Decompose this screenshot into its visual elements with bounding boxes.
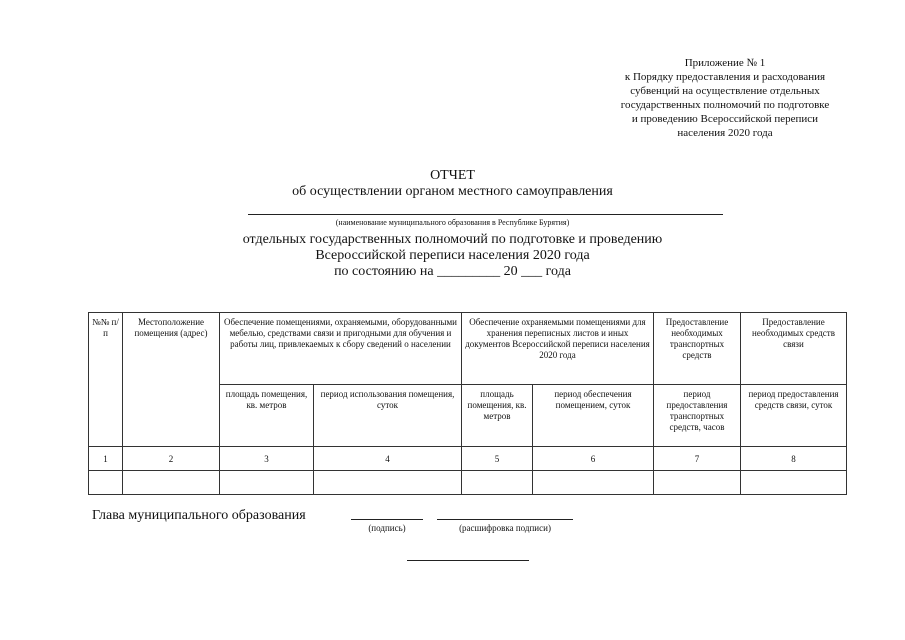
table-cell[interactable] — [89, 471, 123, 495]
column-number: 2 — [123, 447, 220, 471]
municipality-name-line — [248, 214, 723, 215]
report-title: ОТЧЕТ — [430, 168, 475, 183]
table-cell[interactable] — [533, 471, 654, 495]
subheader-comms-period: период предоставления средств связи, суток — [741, 385, 847, 447]
column-number: 1 — [89, 447, 123, 471]
table-cell[interactable] — [462, 471, 533, 495]
column-number: 4 — [314, 447, 462, 471]
signature-line[interactable] — [351, 519, 423, 520]
table-cell[interactable] — [654, 471, 741, 495]
column-number: 6 — [533, 447, 654, 471]
header-num: №№ п/п — [89, 313, 123, 447]
annex-line: к Порядку предоставления и расходования — [624, 71, 826, 83]
table-header-row — [89, 313, 847, 385]
annex-line: государственных полномочий по подготовке — [620, 99, 830, 111]
header-transport: Предоставление необходимых транспортных средств — [654, 313, 741, 385]
annex-note — [560, 56, 890, 140]
annex-line: субвенций на осуществление отдельных — [630, 85, 820, 97]
header-location: Местоположение помещения (адрес) — [123, 313, 220, 447]
header-comms: Предоставление необходимых средств связи — [741, 313, 847, 385]
signature-decode-caption: (расшифровка подписи) — [459, 523, 551, 533]
header-premises: Обеспечение помещениями, охраняемыми, оборудованными мебелью, средствами связи и пригодными для обучения и работы лиц, привлекаемых к сбору сведений о населении — [220, 313, 462, 385]
subheader-period-provide: период обеспечения помещением, суток — [533, 385, 654, 447]
annex-line: Приложение № 1 — [684, 57, 766, 69]
report-subtitle: об осуществлении органом местного самоуправления — [292, 184, 613, 199]
report-title-line3: отдельных государственных полномочий по подготовке и проведению — [242, 232, 663, 247]
report-title-line4: Всероссийской переписи населения 2020 года — [315, 248, 590, 263]
subheader-period-use: период использования помещения, суток — [314, 385, 462, 447]
municipality-name-caption: (наименование муниципального образования в Республике Бурятия) — [335, 218, 570, 227]
table-column-numbers-row — [89, 447, 847, 471]
signature-caption: (подпись) — [368, 523, 406, 533]
table-cell[interactable] — [220, 471, 314, 495]
table-cell[interactable] — [314, 471, 462, 495]
subheader-transport-period: период предоставления транспортных средств, часов — [654, 385, 741, 447]
column-number: 5 — [462, 447, 533, 471]
column-number: 8 — [741, 447, 847, 471]
column-number: 3 — [220, 447, 314, 471]
signature-decode-line[interactable] — [437, 519, 573, 520]
column-number: 7 — [654, 447, 741, 471]
annex-line: населения 2020 года — [677, 127, 773, 139]
header-storage: Обеспечение охраняемыми помещениями для хранения переписных листов и иных документов Всероссийской переписи населения 2020 года — [462, 313, 654, 385]
bottom-line — [407, 560, 529, 561]
subheader-area: площадь помещения, кв. метров — [220, 385, 314, 447]
report-table — [88, 312, 847, 495]
table-cell[interactable] — [741, 471, 847, 495]
report-date-line: по состоянию на _________ 20 ___ года — [334, 264, 571, 279]
subheader-area-storage: площадь помещения, кв. метров — [462, 385, 533, 447]
signature-label: Глава муниципального образования — [92, 508, 306, 523]
table-cell[interactable] — [123, 471, 220, 495]
table-empty-row — [89, 471, 847, 495]
annex-line: и проведению Всероссийской переписи — [631, 113, 819, 125]
